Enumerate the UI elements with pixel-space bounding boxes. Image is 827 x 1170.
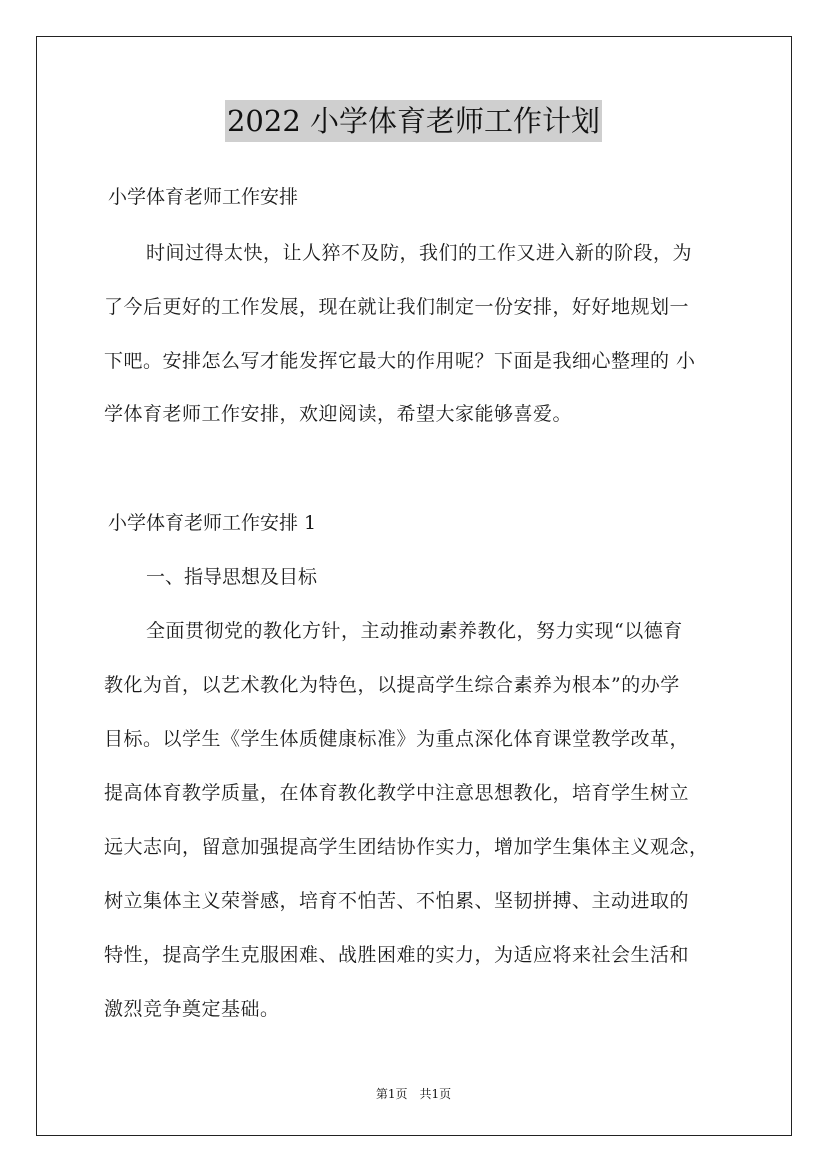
intro-line-2: 了今后更好的工作发展，现在就让我们制定一份安排，好好地规划一 — [104, 296, 690, 318]
document-title: 2022 小学体育老师工作计划 — [225, 100, 602, 142]
body-line-6: 树立集体主义荣誉感，培育不怕苦、不怕累、坚韧拼搏、主动进取的 — [104, 890, 690, 912]
body-line-7: 特性，提高学生克服困难、战胜困难的实力，为适应将来社会生活和 — [104, 944, 690, 966]
body-line-1: 全面贯彻党的教化方针，主动推动素养教化，努力实现“以德育 — [146, 620, 683, 642]
body-line-8: 激烈竞争奠定基础。 — [104, 998, 280, 1020]
subsection-heading: 一、指导思想及目标 — [146, 566, 318, 588]
intro-line-4: 学体育老师工作安排，欢迎阅读，希望大家能够喜爱。 — [104, 403, 573, 425]
title-wrap — [0, 100, 827, 142]
body-line-3: 目标。以学生《学生体质健康标准》为重点深化体育课堂教学改革， — [104, 728, 690, 750]
body-line-2: 教化为首，以艺术教化为特色，以提高学生综合素养为根本”的办学 — [104, 674, 680, 696]
intro-line-1: 时间过得太快，让人猝不及防，我们的工作又进入新的阶段，为 — [146, 242, 693, 264]
body-line-4: 提高体育教学质量，在体育教化教学中注意思想教化，培育学生树立 — [104, 782, 690, 804]
intro-heading: 小学体育老师工作安排 — [108, 186, 299, 208]
intro-line-3: 下吧。安排怎么写才能发挥它最大的作用呢？下面是我细心整理的 小 — [104, 350, 696, 372]
body-line-5: 远大志向，留意加强提高学生团结协作实力，增加学生集体主义观念， — [104, 836, 709, 858]
section-heading: 小学体育老师工作安排 1 — [108, 512, 317, 534]
page-footer: 第1页 共1页 — [375, 1087, 452, 1101]
